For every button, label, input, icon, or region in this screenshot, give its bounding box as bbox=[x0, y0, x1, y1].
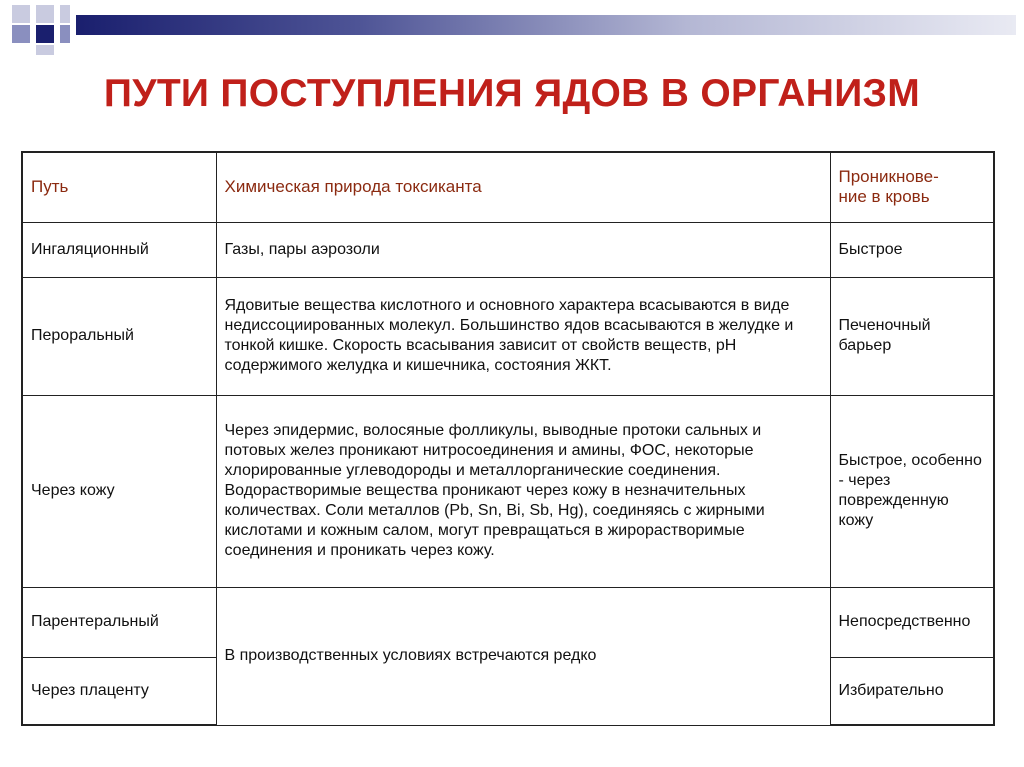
deco-square bbox=[12, 25, 30, 43]
cell-penetration: Быстрое bbox=[830, 222, 994, 277]
table-row bbox=[22, 395, 994, 587]
cell-route: Через плаценту bbox=[22, 657, 216, 725]
cell-penetration: Непосредственно bbox=[830, 587, 994, 657]
cell-route: Парентеральный bbox=[22, 587, 216, 657]
decorative-header-band bbox=[0, 0, 1024, 60]
header-penetration: Проникнове- ние в кровь bbox=[830, 152, 994, 222]
cell-nature: Ядовитые вещества кислотного и основного характера всасываются в виде недиссоциированных молекул. Большинство ядов всасываются в желудке и тонкой кишке. Скорость всасывания зависит от свойств веществ, рН содержимого желудка и кишечника, состояния ЖКТ. bbox=[216, 277, 830, 395]
deco-square bbox=[36, 45, 54, 55]
deco-square bbox=[12, 5, 30, 23]
deco-square bbox=[36, 5, 54, 23]
cell-penetration: Быстрое, особенно - через поврежденную кожу bbox=[830, 395, 994, 587]
table-row bbox=[22, 587, 994, 657]
deco-square bbox=[36, 25, 54, 43]
cell-nature-merged: В производственных условиях встречаются редко bbox=[216, 587, 830, 725]
toxicant-routes-table bbox=[21, 151, 995, 726]
deco-square bbox=[60, 25, 70, 43]
deco-square bbox=[60, 5, 70, 23]
table-row bbox=[22, 277, 994, 395]
cell-nature: Газы, пары аэрозоли bbox=[216, 222, 830, 277]
cell-route: Ингаляционный bbox=[22, 222, 216, 277]
cell-penetration: Избирательно bbox=[830, 657, 994, 725]
header-route: Путь bbox=[22, 152, 216, 222]
header-chemical-nature: Химическая природа токсиканта bbox=[216, 152, 830, 222]
cell-route: Через кожу bbox=[22, 395, 216, 587]
page-title: ПУТИ ПОСТУПЛЕНИЯ ЯДОВ В ОРГАНИЗМ bbox=[103, 72, 921, 115]
table-row bbox=[22, 222, 994, 277]
cell-penetration: Печеночный барьер bbox=[830, 277, 994, 395]
deco-gradient-bar bbox=[76, 15, 1016, 35]
cell-route: Пероральный bbox=[22, 277, 216, 395]
cell-nature: Через эпидермис, волосяные фолликулы, выводные протоки сальных и потовых желез проникают нитросоединения и амины, ФОС, некоторые хлорированные углеводороды и металлорганические соединения. Водорастворимые вещества проникают через кожу в незначительных количествах. Соли металлов (Pb, Sn, Bi, Sb, Hg), соединяясь с жирными кислотами и кожным салом, могут превращаться в жирорастворимые соединения и проникать через кожу. bbox=[216, 395, 830, 587]
table-header-row bbox=[22, 152, 994, 222]
